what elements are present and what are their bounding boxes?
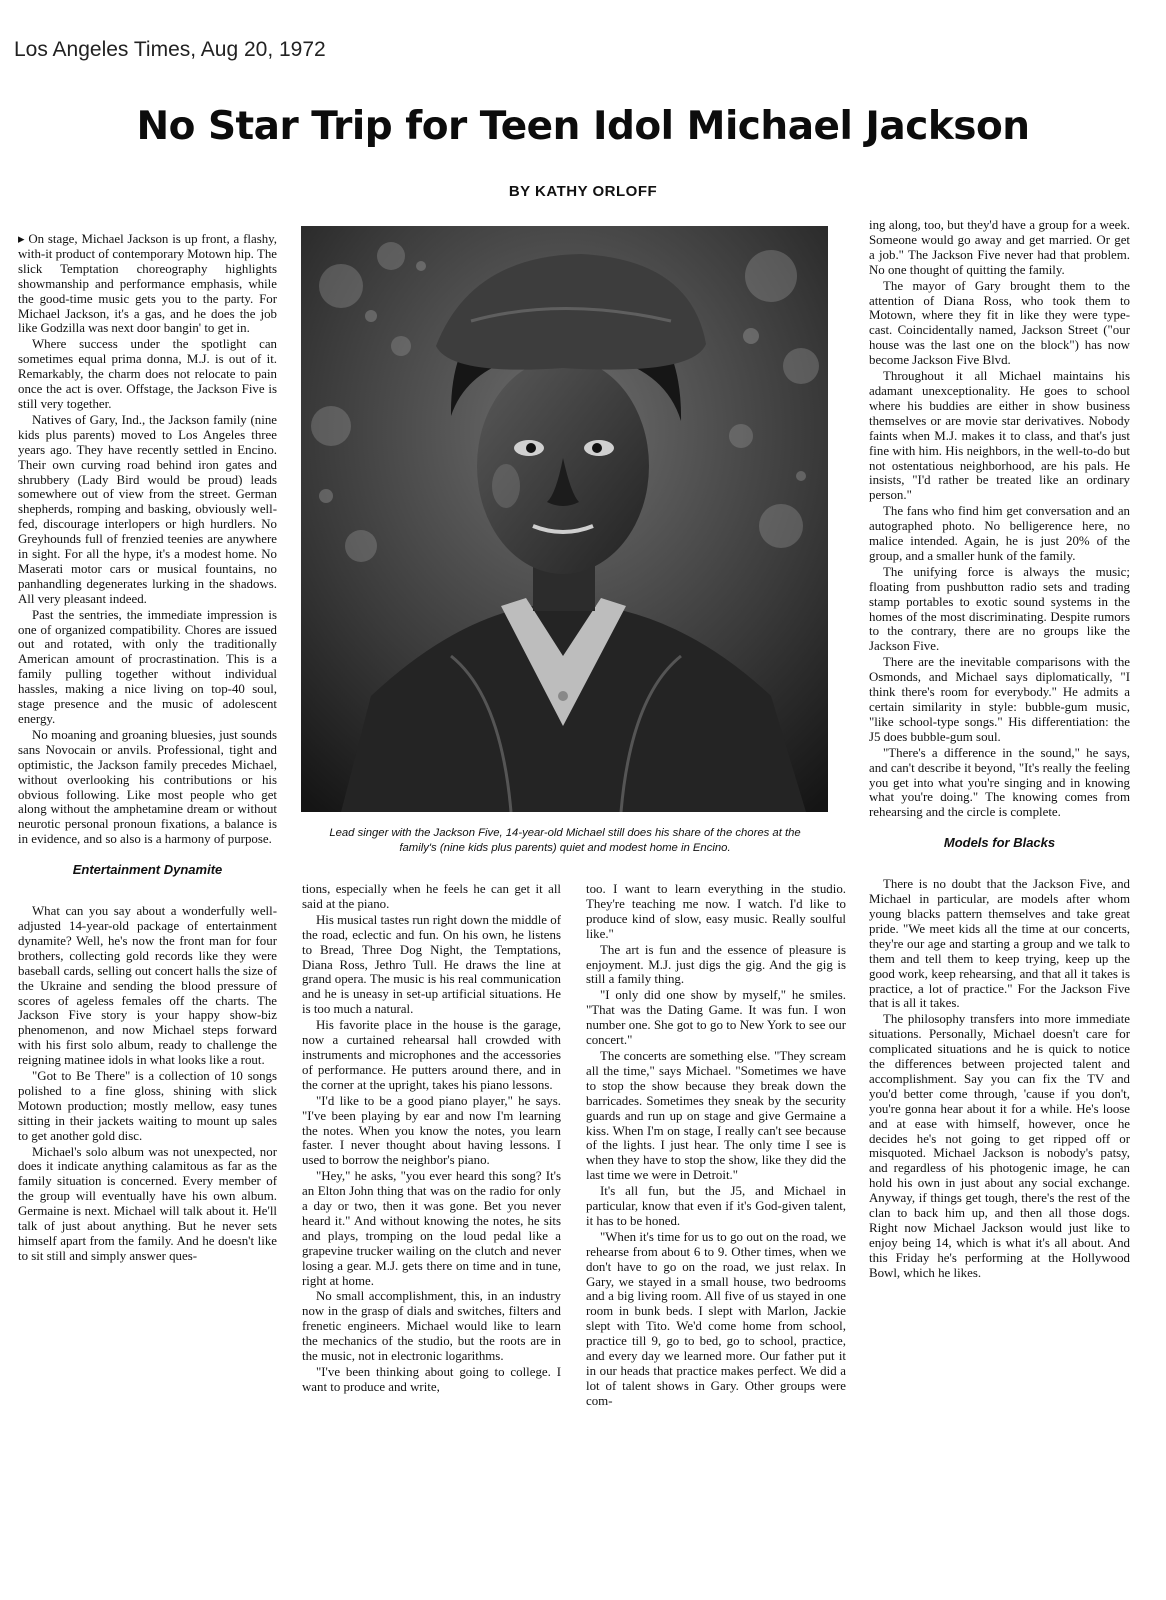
paragraph: ing along, too, but they'd have a group for a week. Someone would go away and get married. Or get a job." The Jackson Five never had that problem. No one thought of quitting the family. [869,218,1130,277]
article-column-3 [586,882,846,1572]
paragraph: "Got to Be There" is a collection of 10 songs polished to a fine gloss, shining with slick Motown production; mostly mellow, easy tunes sitting in their jackets waiting to mount up sales to get another gold disc. [18,1069,277,1143]
paragraph: "I only did one show by myself," he smiles. "That was the Dating Game. It was fun. I won number one. She got to go to New York to see our concert." [586,988,846,1048]
paragraph: The unifying force is always the music; floating from pushbutton radio sets and trading stamp portables to exotic sound systems in the homes of the most discriminating. Despite rumors to the contrary, there are no groups like the Jackson Five. [869,564,1130,654]
paragraph: Throughout it all Michael maintains his adamant unexceptionality. He goes to school where his buddies are either in show business themselves or are movie star derivatives. Nobody faints when M.J. makes it to class, and that's just fine with him. His neighbors, in the well-to-do but not ostentatious neighborhood, are his pals. He insists, "I'd rather be treated like an ordinary person." [869,369,1130,503]
paragraph: Michael's solo album was not unexpected, nor does it indicate anything calamitous as far as the family situation is concerned. Every member of the group will eventually have his own album. Germaine is next. Michael will talk about it. He'll talk of just about anything. But he never sets himself apart from the family. And he doesn't like to sit still and simply answer ques- [18,1144,277,1263]
paragraph: It's all fun, but the J5, and Michael in particular, know that even if it's God-given talent, it has to be honed. [586,1184,846,1228]
paragraph: "I've been thinking about going to college. I want to produce and write, [302,1365,561,1394]
paragraph: ▸ On stage, Michael Jackson is up front, a flashy, with-it product of contemporary Motown hip. The slick Temptation choreography highlights showmanship and performance emphasis, while the good-time music gets you to the party. For Michael Jackson, it's a gas, and he does the job like Godzilla was next door bangin' to get in. [18,232,277,336]
paragraph: "When it's time for us to go out on the road, we rehearse from about 6 to 9. Other times, when we don't have to go on the road, we just relax. In Gary, we stayed in a small house, two bedrooms and a big living room. All five of us stayed in one room in bunk beds. I slept with Marlon, Jackie slept with Tito. We'd come home from school, practice till 9, go to bed, go to school, practice, and every day we learned more. Our father put it in our heads that practice makes perfect. We did a lot of talent shows in Gary. Other groups were com- [586,1229,846,1408]
subheading-entertainment-dynamite: Entertainment Dynamite [72,862,223,878]
paragraph: No small accomplishment, this, in an industry now in the grasp of dials and switches, filters and frenetic engineers. Michael would like to learn the mechanics of the studio, but the roots are in the music, not in electronic logarithms. [302,1289,561,1364]
article-column-1 [18,232,277,1567]
photo-image [301,226,828,812]
photo-michael-jackson [301,226,828,812]
paragraph: There are the inevitable comparisons with the Osmonds, and Michael says diplomatically, "I think there's room for everybody." He admits a certain similarity in style: bubble-gum music, "like school-type songs." His differentiation: the J5 does bubble-gum soul. [869,655,1130,744]
article-column-4 [869,218,1130,1573]
paragraph: No moaning and groaning bluesies, just sounds sans Novocain or anvils. Professional, tight and optimistic, the Jackson family precedes Michael, without overlooking his contributions or his obvious following. Like most people who get along without the amphetamine dream or without neurotic personal pronoun fixations, a balance is in evidence, and so also is a harmony of purpose. [18,727,277,847]
byline: BY KATHY ORLOFF [508,183,658,200]
paragraph: The fans who find him get conversation and an autographed photo. No belligerence here, no malice intended. Again, he is just 20% of the group, and a smaller hunk of the family. [869,504,1130,563]
paragraph: "I'd like to be a good piano player," he says. "I've been playing by ear and now I'm learning the notes. When you know the notes, you learn faster. I never thought about having lessons. I used to borrow the neighbor's piano. [302,1093,561,1168]
paragraph: The concerts are something else. "They scream all the time," says Michael. "Sometimes we have to stop the show because they break down the barricades. Sometimes they sneak by the security guards and run up on stage and give Germaine a kiss. When I'm on stage, I really can't see because of the lights. I just hear. The only time I see is when they have to stop the show, like they did the last time we were in Detroit." [586,1048,846,1183]
paragraph: His musical tastes run right down the middle of the road, eclectic and fun. On his own, he listens to Bread, Three Dog Night, the Temptations, Diana Ross, Jethro Tull. He draws the line at grand opera. The music is his real communication and he is uneasy in set-up artificial situations. He is too much a natural. [302,912,561,1017]
paragraph: What can you say about a wonderfully well-adjusted 14-year-old package of entertainment dynamite? Well, he's now the front man for four brothers, collecting gold records like they were baseball cards, selling out concert halls the size of the Ukraine and sending the blood pressure of scores of ageless females off the charts. The Jackson Five story is your happy show-biz phenomenon, and now Michael steps forward with his first solo album, ready to challenge the reigning matinee idols in what looks like a rout. [18,904,277,1068]
paragraph: There is no doubt that the Jackson Five, and Michael in particular, are models after whom young blacks pattern themselves and take great pride. "We meet kids all the time at our concerts, they're our age and starting a group and we talk to them and tell them to keep trying, keep up the good work, keep rehearsing, and that all it takes is practice, a lot of practice." For the Jackson Five that is all it takes. [869,877,1130,1011]
photo-caption: Lead singer with the Jackson Five, 14-year-old Michael still does his share of the chores at the family's (nine kids plus parents) quiet and modest home in Encino. [329,827,801,854]
paragraph: Natives of Gary, Ind., the Jackson family (nine kids plus parents) moved to Los Angeles three years ago. They have recently settled in Encino. Their own curving road behind iron gates and shrubbery (Lady Bird would be proud) leads somewhere out of view from the street. German shepherds, romping and basking, obviously well-fed, discourage interlopers or high hurdlers. No Greyhounds full of frenzied teenies are anywhere in sight. For all the hype, it's a modest home. No Maserati motor cars or musical fountains, no panhandling degenerates lurking in the shadows. All very pleasant indeed. [18,412,277,606]
paragraph: Where success under the spotlight can sometimes equal prima donna, M.J. is out of it. Remarkably, the charm does not relocate to pain once the act is over. Offstage, the Jackson Five is still very together. [18,337,277,411]
paragraph: "There's a difference in the sound," he says, and can't describe it beyond, "It's really the feeling you get into what you're singing and in knowing what you're doing." The knowing comes from rehearsing and the circle is complete. [869,745,1130,820]
subheading-models-for-blacks: Models for Blacks [943,835,1056,851]
headline: No Star Trip for Teen Idol Michael Jackson [136,104,1030,149]
paragraph: too. I want to learn everything in the studio. They're teaching me now. I watch. I'd like to produce kind of slow, easy music. Really soulful like." [586,882,846,941]
paragraph: His favorite place in the house is the garage, now a curtained rehearsal hall crowded with instruments and microphones and the accessories of performance. He putters around there, and in the corner at the upright, takes his piano lessons. [302,1018,561,1092]
source-line: Los Angeles Times, Aug 20, 1972 [14,38,326,61]
paragraph: The art is fun and the essence of pleasure is enjoyment. M.J. just digs the gig. And the gig is still a family thing. [586,942,846,987]
article-column-2 [302,882,561,1572]
paragraph: The philosophy transfers into more immediate situations. Personally, Michael doesn't care for complicated situations and he is quick to notice the differences between projected talent and accomplishment. Say you can fix the TV and you'd better come through, 'cause if you don't, you're gonna hear about it for a while. He's loose and at ease with himself, however, once he decides he's not going to get ripped off or misquoted. Michael Jackson is nobody's patsy, and regardless of his photogenic image, he can hold his own in just about any social exchange. Anyway, if things get tough, there's the rest of the clan to back him up, and then all those dogs. Right now Michael Jackson would just like to enjoy being 14, which is what it's all about. And this Friday he's performing at the Hollywood Bowl, which he likes. [869,1012,1130,1280]
paragraph: "Hey," he asks, "you ever heard this song? It's an Elton John thing that was on the radio for only a day or two, then it was gone. Bet you never heard it." And without knowing the notes, he sits and plays, tromping on the loud pedal like a grapevine trucker wailing on the clutch and never losing a gear. M.J. gets there on time and in tune, right at home. [302,1169,561,1288]
paragraph: Past the sentries, the immediate impression is one of organized compatibility. Chores are issued out and rotated, with only the traditionally American amount of procrastination. This is a family pulling together without individual hassles, making a nice living on top-40 soul, stage presence and the music of adolescent energy. [18,607,277,726]
paragraph: tions, especially when he feels he can get it all said at the piano. [302,882,561,911]
paragraph: The mayor of Gary brought them to the attention of Diana Ross, who took them to Motown, where they fit in like they were type-cast. Coincidentally named, Jackson Street ("our house was the last one on the block") has now become Jackson Five Blvd. [869,278,1130,368]
